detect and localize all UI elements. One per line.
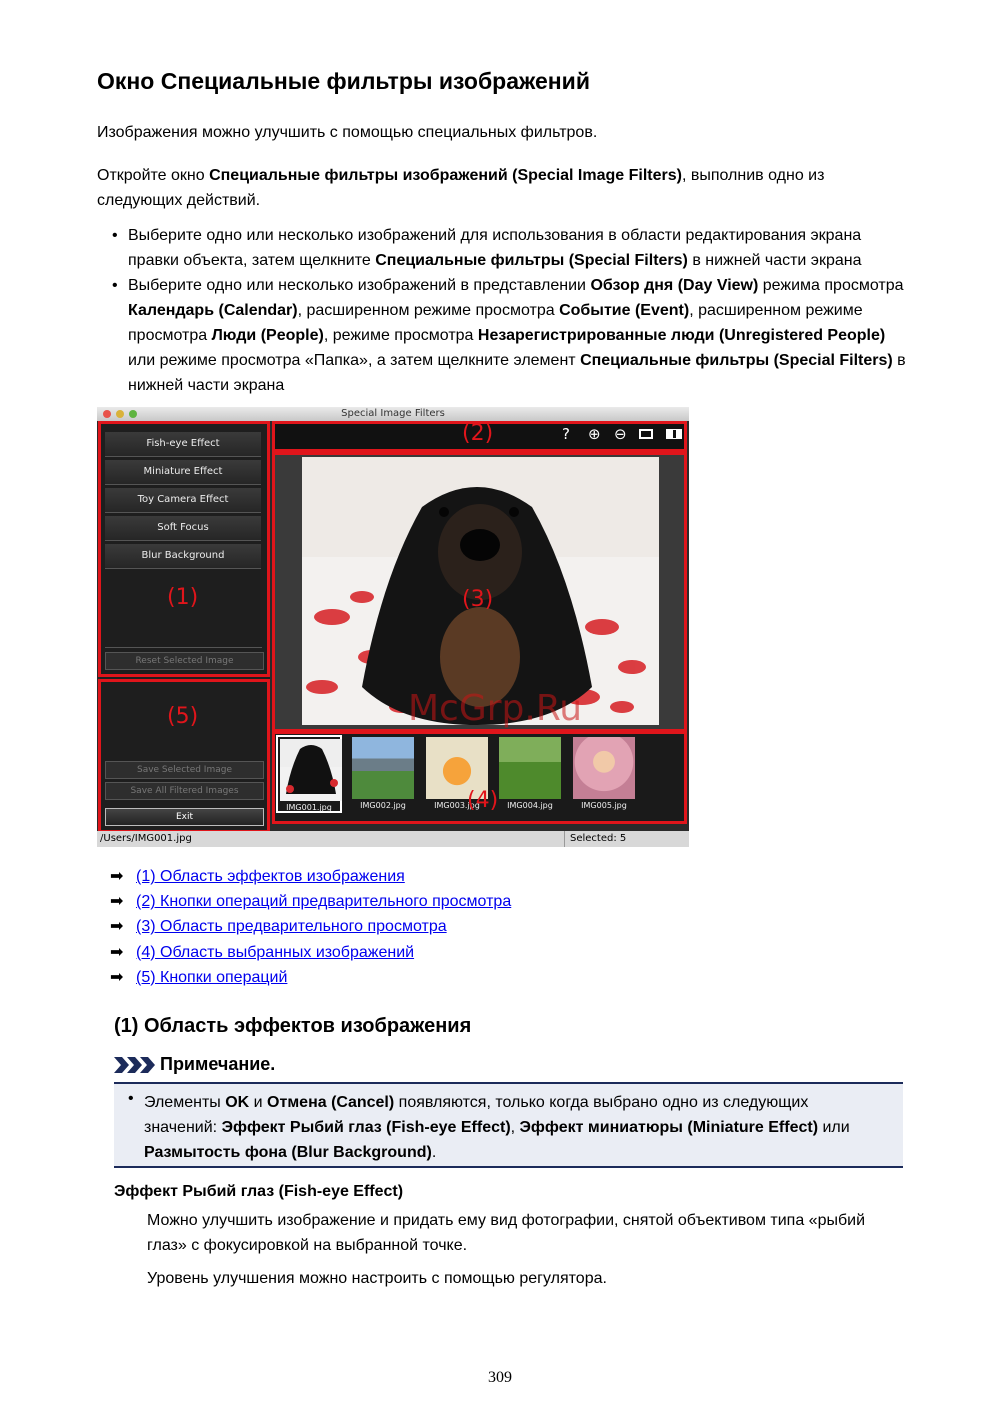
- page-number: 309: [488, 1369, 512, 1386]
- open-instructions: Откройте окно Специальные фильтры изображений (Special Image Filters), выполнив одно из следующих действий.: [97, 167, 825, 209]
- list-item: [110, 940, 511, 965]
- thumbnail-caption: IMG004.jpg: [507, 801, 553, 810]
- open-methods-list: [110, 223, 910, 398]
- arrow-right-icon: ➡: [110, 968, 124, 986]
- arrow-right-icon: ➡: [110, 918, 124, 936]
- area-5-label: (5): [167, 704, 199, 729]
- link-area-4[interactable]: (4) Область выбранных изображений: [136, 943, 415, 961]
- link-area-5[interactable]: (5) Кнопки операций: [136, 968, 288, 986]
- list-item: [110, 914, 511, 939]
- window-titlebar: [97, 407, 689, 421]
- full-screen-icon[interactable]: [639, 429, 653, 439]
- list-item: • Выберите одно или несколько изображений для использования в области редактирования экрана правки объекта, затем щелкните Специальные фильтры (Special Filters) в нижней части экрана: [110, 223, 910, 273]
- status-bar: [97, 831, 689, 847]
- help-icon[interactable]: ?: [562, 425, 570, 443]
- link-area-2[interactable]: (2) Кнопки операций предварительного просмотра: [136, 893, 512, 911]
- status-selected-count: Selected: 5: [564, 831, 626, 847]
- arrow-right-icon: ➡: [110, 943, 124, 961]
- term-fish-eye: Эффект Рыбий глаз (Fish-eye Effect): [114, 1183, 404, 1200]
- effect-soft-focus[interactable]: Soft Focus: [105, 516, 261, 541]
- save-selected-image-button[interactable]: Save Selected Image: [105, 761, 264, 779]
- list-item: [110, 889, 511, 914]
- watermark: McGrp.Ru: [408, 688, 583, 729]
- page-title: Окно Специальные фильтры изображений: [97, 68, 590, 94]
- zoom-in-icon[interactable]: ⊕: [588, 425, 601, 443]
- special-filters-screenshot: [97, 407, 689, 847]
- list-item: [110, 965, 511, 990]
- effect-miniature[interactable]: Miniature Effect: [105, 460, 261, 485]
- area-1-label: (1): [167, 585, 199, 610]
- list-item: [110, 864, 511, 889]
- thumbnail-caption: IMG001.jpg: [286, 803, 332, 812]
- zoom-out-icon[interactable]: ⊖: [614, 425, 627, 443]
- thumbnail-caption: IMG005.jpg: [581, 801, 627, 810]
- reset-selected-image-button[interactable]: Reset Selected Image: [105, 652, 264, 670]
- effect-toy-camera[interactable]: Toy Camera Effect: [105, 488, 261, 513]
- area-2-label: (2): [462, 421, 494, 446]
- note-icon: [114, 1057, 156, 1073]
- area-5-outline: [98, 679, 270, 833]
- arrow-right-icon: ➡: [110, 868, 124, 885]
- section-links: [110, 864, 511, 990]
- note-box: [114, 1082, 903, 1168]
- window-title: Special Image Filters: [341, 408, 445, 419]
- exit-button[interactable]: Exit: [105, 808, 264, 826]
- area-1-outline: [98, 421, 270, 677]
- term-description-level: Уровень улучшения можно настроить с помощью регулятора.: [147, 1270, 607, 1287]
- note-text: Элементы OK и Отмена (Cancel) появляются, только когда выбрано одно из следующих значений: Эффект Рыбий глаз (Fish-eye Effect), Эффект миниатюры (Miniature Effect) или Размытость фона (Blur Background).: [144, 1094, 850, 1161]
- effect-fish-eye[interactable]: Fish-eye Effect: [105, 432, 261, 457]
- area-3-label: (3): [462, 587, 494, 612]
- section-title: (1) Область эффектов изображения: [114, 1015, 472, 1037]
- bullet: •: [128, 1090, 134, 1107]
- link-area-3[interactable]: (3) Область предварительного просмотра: [136, 918, 447, 936]
- list-item: • Выберите одно или несколько изображений в представлении Обзор дня (Day View) режима просмотра Календарь (Calendar), расширенном режиме просмотра Событие (Event), расширенном режиме просмотра Люди (People), режиме просмотра Незарегистрированные люди (Unregistered People) или режиме просмотра «Папка», а затем щелкните элемент Специальные фильтры (Special Filters) в нижней части экрана: [110, 273, 910, 398]
- save-all-filtered-images-button[interactable]: Save All Filtered Images: [105, 782, 264, 800]
- status-path: /Users/IMG001.jpg: [100, 833, 192, 844]
- area-4-label: (4): [467, 788, 499, 813]
- thumbnail-caption: IMG003.jpg: [434, 801, 480, 810]
- thumbnail-caption: IMG002.jpg: [360, 801, 406, 810]
- link-area-1[interactable]: (1) Область эффектов изображения: [136, 868, 405, 885]
- effect-blur-background[interactable]: Blur Background: [105, 544, 261, 569]
- term-description: Можно улучшить изображение и придать ему вид фотографии, снятой объективом типа «рыбий глаз» с фокусировкой на выбранной точке.: [147, 1212, 865, 1254]
- arrow-right-icon: ➡: [110, 893, 124, 911]
- compare-view-icon[interactable]: [666, 429, 682, 439]
- note-title: Примечание.: [160, 1054, 276, 1074]
- intro-text: Изображения можно улучшить с помощью специальных фильтров.: [97, 124, 598, 141]
